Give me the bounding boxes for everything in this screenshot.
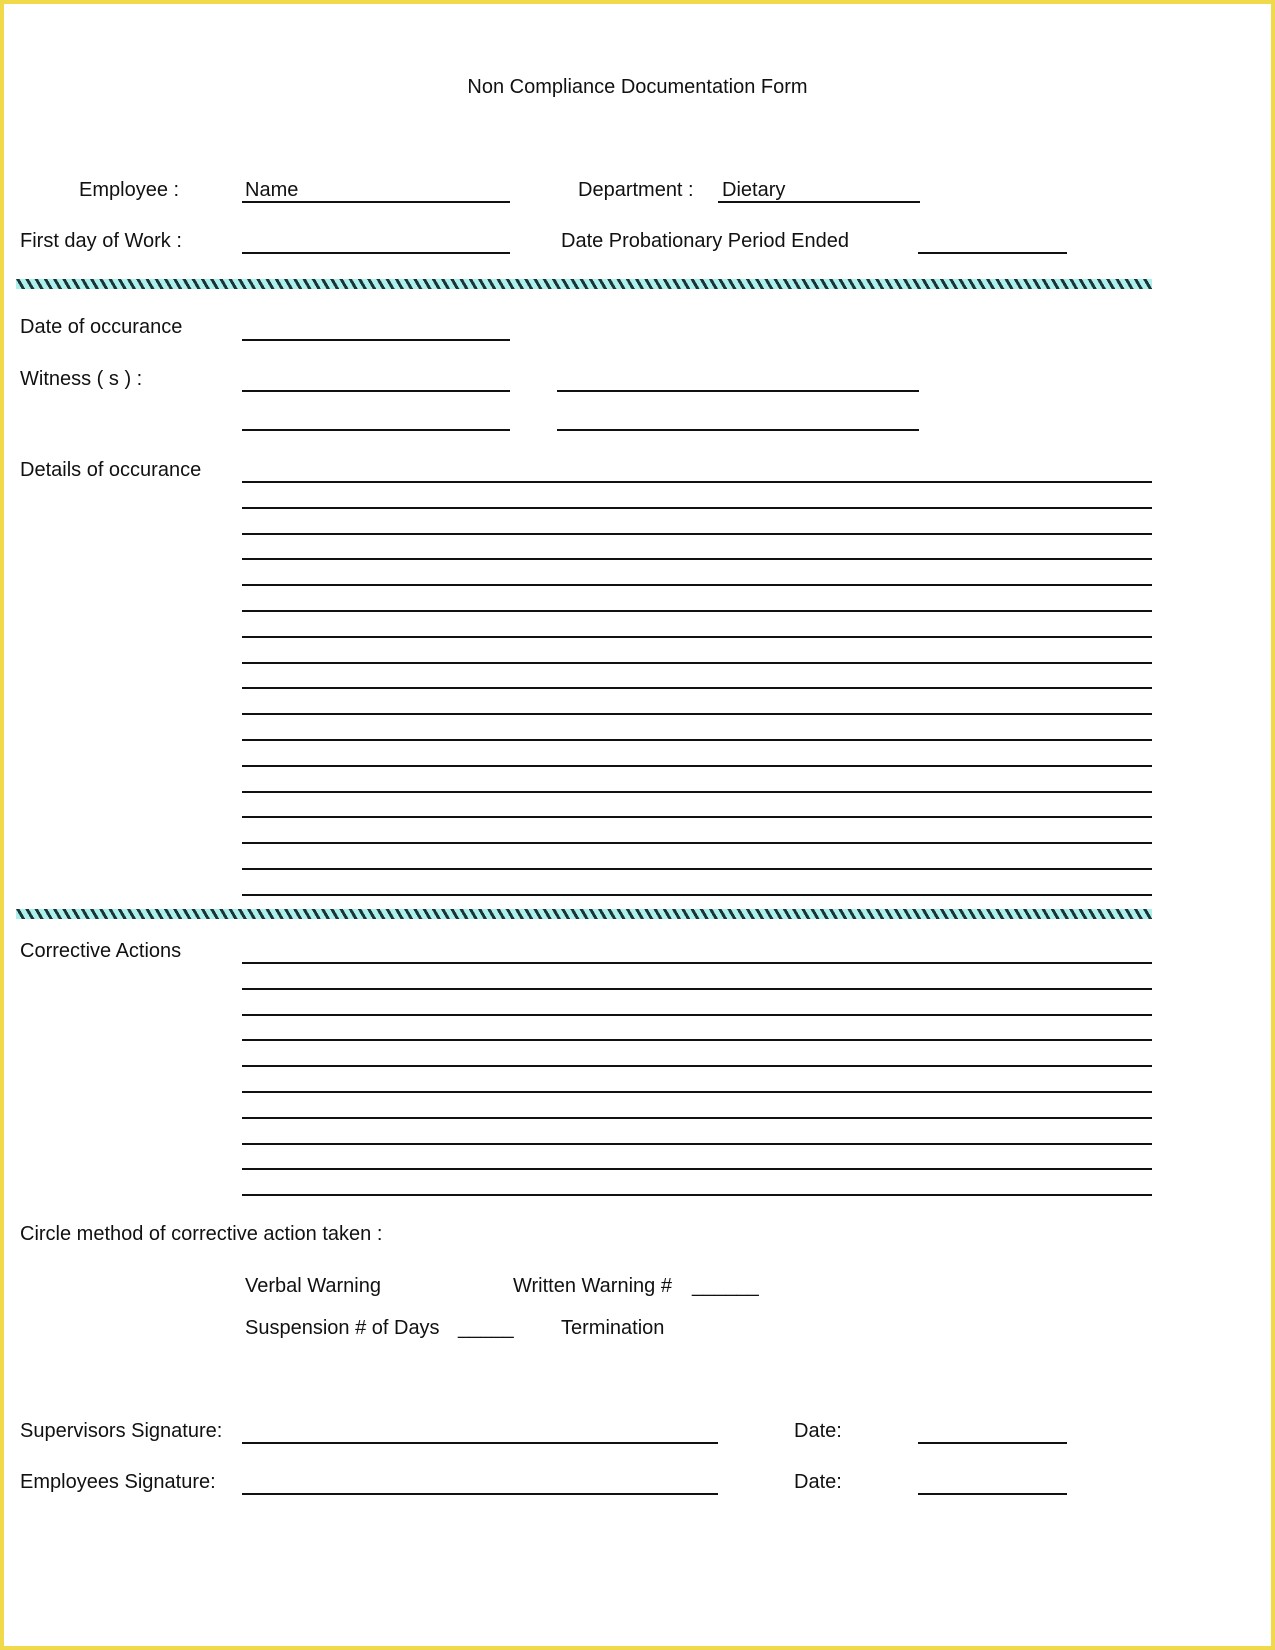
employee-signature-label: Employees Signature: <box>20 1471 216 1493</box>
circle-method-label: Circle method of corrective action taken : <box>20 1223 383 1245</box>
department-value[interactable]: Dietary <box>722 179 786 201</box>
supervisor-signature-label: Supervisors Signature: <box>20 1420 223 1442</box>
details-line[interactable] <box>242 816 1152 818</box>
suspension-option[interactable]: Suspension # of Days <box>245 1317 440 1339</box>
witness-field-1[interactable] <box>242 390 510 392</box>
section-divider-bottom <box>16 909 1152 919</box>
details-line[interactable] <box>242 584 1152 586</box>
employee-date-field[interactable] <box>918 1493 1067 1495</box>
corrective-line[interactable] <box>242 1091 1152 1093</box>
corrective-line[interactable] <box>242 1143 1152 1145</box>
termination-option[interactable]: Termination <box>561 1317 665 1339</box>
details-line[interactable] <box>242 610 1152 612</box>
department-line <box>718 201 920 203</box>
corrective-line[interactable] <box>242 1065 1152 1067</box>
details-line[interactable] <box>242 739 1152 741</box>
department-label: Department : <box>578 179 694 201</box>
probation-date-field[interactable] <box>918 252 1067 254</box>
verbal-warning-option[interactable]: Verbal Warning <box>245 1275 381 1297</box>
probation-label: Date Probationary Period Ended <box>561 230 849 252</box>
employee-name-line <box>242 201 510 203</box>
section-divider-top <box>16 279 1152 289</box>
employee-name-value[interactable]: Name <box>245 179 299 201</box>
details-line[interactable] <box>242 791 1152 793</box>
supervisor-date-label: Date: <box>794 1420 842 1442</box>
details-line[interactable] <box>242 868 1152 870</box>
suspension-days-blank[interactable]: _____ <box>458 1317 514 1339</box>
witness-field-4[interactable] <box>557 429 919 431</box>
details-line[interactable] <box>242 533 1152 535</box>
corrective-line[interactable] <box>242 1194 1152 1196</box>
written-warning-number-blank[interactable]: ______ <box>692 1275 759 1297</box>
corrective-line[interactable] <box>242 1039 1152 1041</box>
details-line[interactable] <box>242 687 1152 689</box>
corrective-lines[interactable] <box>242 962 1152 1220</box>
employee-signature-field[interactable] <box>242 1493 718 1495</box>
witness-field-3[interactable] <box>242 429 510 431</box>
date-of-occurrence-label: Date of occurance <box>20 316 183 338</box>
employee-date-label: Date: <box>794 1471 842 1493</box>
details-label: Details of occurance <box>20 459 202 481</box>
details-line[interactable] <box>242 507 1152 509</box>
supervisor-date-field[interactable] <box>918 1442 1067 1444</box>
witness-field-2[interactable] <box>557 390 919 392</box>
details-line[interactable] <box>242 842 1152 844</box>
first-day-field[interactable] <box>242 252 510 254</box>
corrective-actions-label: Corrective Actions <box>20 940 182 962</box>
details-line[interactable] <box>242 558 1152 560</box>
employee-label: Employee : <box>79 179 180 201</box>
details-line[interactable] <box>242 636 1152 638</box>
first-day-label: First day of Work : <box>20 230 182 252</box>
corrective-line[interactable] <box>242 1117 1152 1119</box>
corrective-line[interactable] <box>242 962 1152 964</box>
form-title: Non Compliance Documentation Form <box>467 76 808 98</box>
details-line[interactable] <box>242 765 1152 767</box>
witness-label: Witness ( s ) : <box>20 368 143 390</box>
date-of-occurrence-field[interactable] <box>242 339 510 341</box>
corrective-line[interactable] <box>242 1014 1152 1016</box>
details-lines[interactable] <box>242 481 1152 920</box>
supervisor-signature-field[interactable] <box>242 1442 718 1444</box>
corrective-line[interactable] <box>242 1168 1152 1170</box>
written-warning-option[interactable]: Written Warning # <box>513 1275 672 1297</box>
details-line[interactable] <box>242 481 1152 483</box>
details-line[interactable] <box>242 662 1152 664</box>
details-line[interactable] <box>242 713 1152 715</box>
corrective-line[interactable] <box>242 988 1152 990</box>
details-line[interactable] <box>242 894 1152 896</box>
